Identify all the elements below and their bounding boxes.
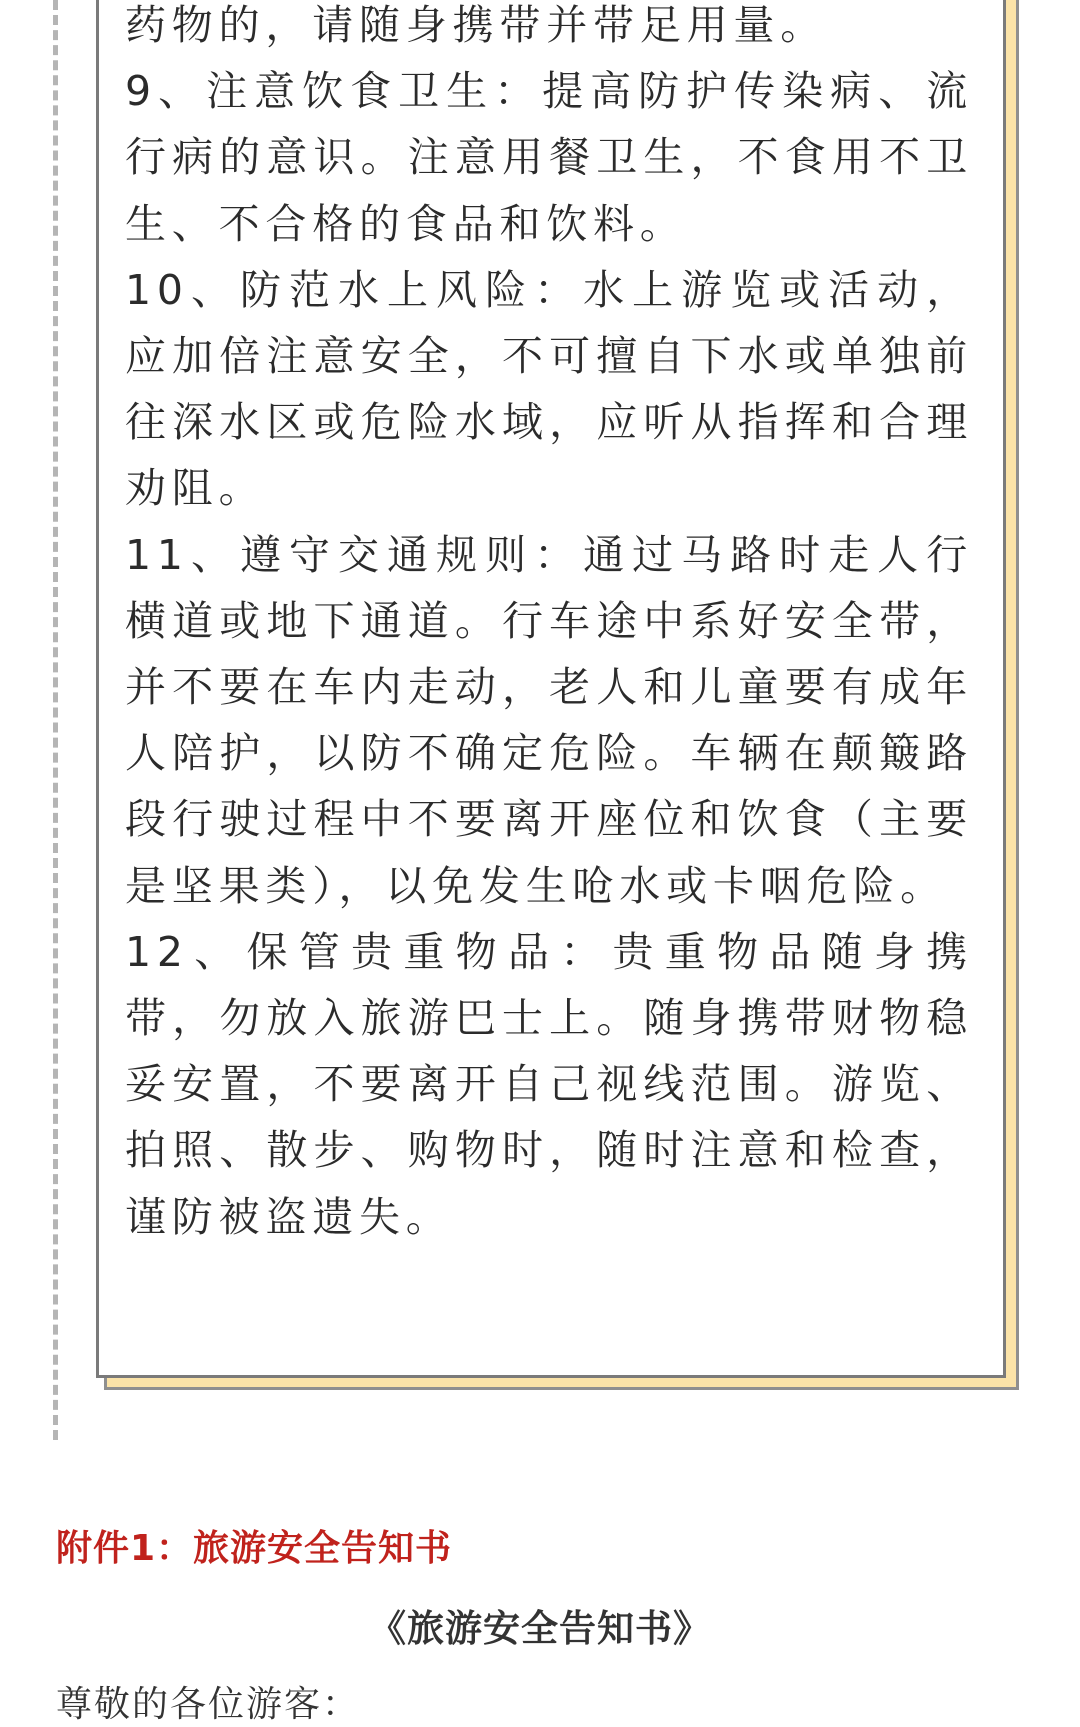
paragraph-traffic-rules: 11、遵守交通规则：通过马路时走人行横道或地下通道。行车途中系好安全带，并不要在车内走动，老人和儿童要有成年人陪护，以防不确定危险。车辆在颠簸路段行驶过程中不要离开座位和饮食（主要是坚果类），以免发生呛水或卡咽危险。	[125, 530, 973, 910]
paragraph-water-risk: 10、防范水上风险：水上游览或活动，应加倍注意安全，不可擅自下水或单独前往深水区或危险水域，应听从指挥和合理劝阻。	[125, 265, 973, 513]
paragraph-medication-tail: 药物的，请随身携带并带足用量。	[125, 1, 827, 49]
paragraph-valuables: 12、保管贵重物品：贵重物品随身携带，勿放入旅游巴士上。随身携带财物稳妥安置，不要离开自己视线范围。游览、拍照、散步、购物时，随时注意和检查，谨防被盗遗失。	[125, 927, 973, 1241]
dashed-guide-line	[53, 0, 58, 1440]
document-title: 《旅游安全告知书》	[369, 1607, 711, 1650]
greeting-line: 尊敬的各位游客：	[56, 1684, 361, 1725]
annex-heading: 附件1：旅游安全告知书	[56, 1528, 453, 1569]
paragraph-food-hygiene: 9、注意饮食卫生：提高防护传染病、流行病的意识。注意用餐卫生，不食用不卫生、不合格的食品和饮料。	[125, 67, 973, 248]
notice-card-text	[125, 0, 973, 1250]
